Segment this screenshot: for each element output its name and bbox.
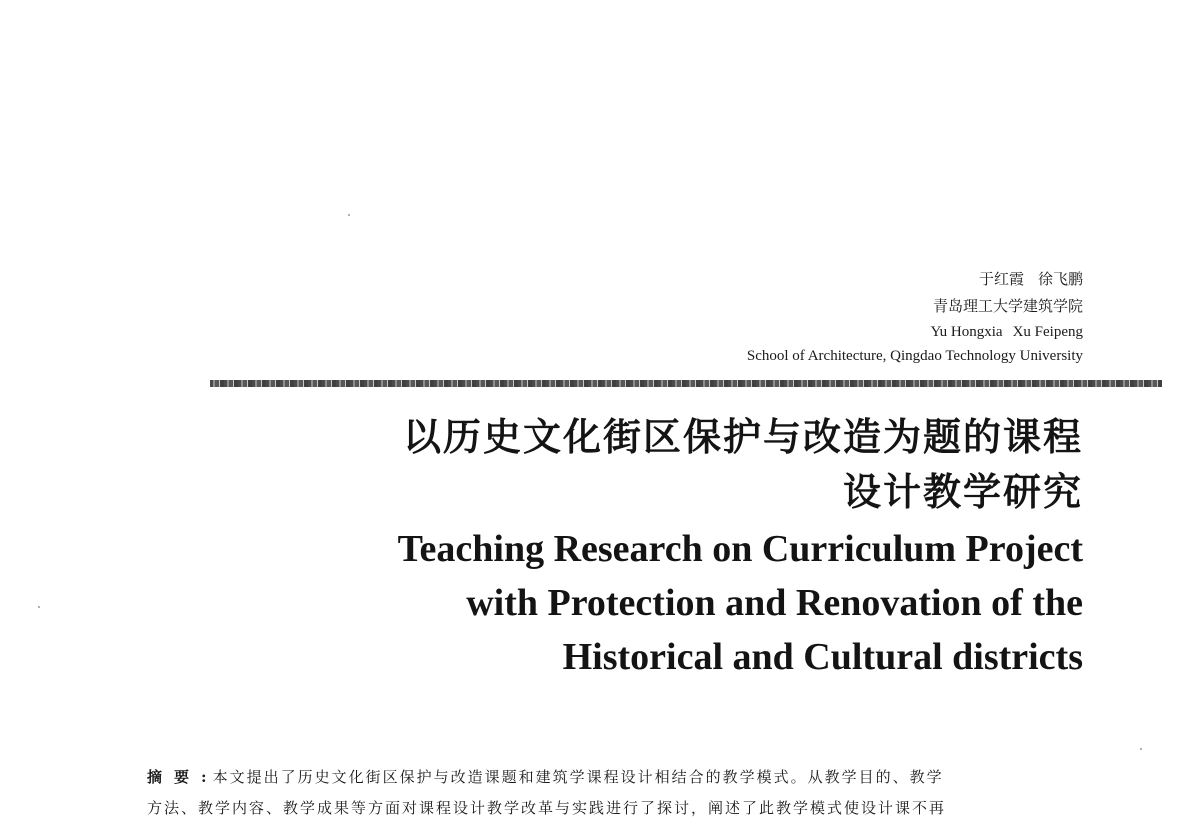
scan-speck: [1140, 748, 1142, 750]
abstract: [147, 762, 1087, 824]
title-cn-line-1: 以历史文化街区保护与改造为题的课程: [402, 415, 1083, 459]
author-names-cn: [747, 266, 1083, 293]
author-name-en: Yu Hongxia: [930, 324, 1003, 340]
title-en-line-1: Teaching Research on Curriculum Project: [397, 528, 1083, 570]
title-block: [398, 410, 1083, 684]
scan-speck: [38, 606, 40, 608]
decorative-rule: [210, 380, 1162, 387]
abstract-label: 摘要: [147, 768, 202, 786]
scan-speck: [348, 214, 350, 216]
author-block: [747, 266, 1083, 368]
author-name: 徐飞鹏: [1037, 270, 1083, 288]
affiliation-cn: 青岛理工大学建筑学院: [932, 297, 1083, 315]
title-en-line-2: with Protection and Renovation of the: [466, 582, 1083, 624]
title-cn-line-2: 设计教学研究: [842, 470, 1083, 514]
author-names-en: [747, 320, 1083, 344]
abstract-line-2: 方法、教学内容、教学成果等方面对课程设计教学改革与实践进行了探讨，阐述了此教学模式使设计课不再: [147, 799, 947, 817]
title-en-line-3: Historical and Cultural districts: [562, 636, 1083, 678]
author-name-en: Xu Feipeng: [1012, 324, 1083, 340]
abstract-text-1: 本文提出了历史文化街区保护与改造课题和建筑学课程设计相结合的教学模式。从教学目的、教学: [212, 768, 944, 786]
abstract-line-1: [147, 762, 1087, 793]
author-name: 于红霞: [978, 270, 1024, 288]
abstract-separator: :: [201, 768, 207, 786]
affiliation-en: School of Architecture, Qingdao Technology University: [746, 348, 1083, 364]
